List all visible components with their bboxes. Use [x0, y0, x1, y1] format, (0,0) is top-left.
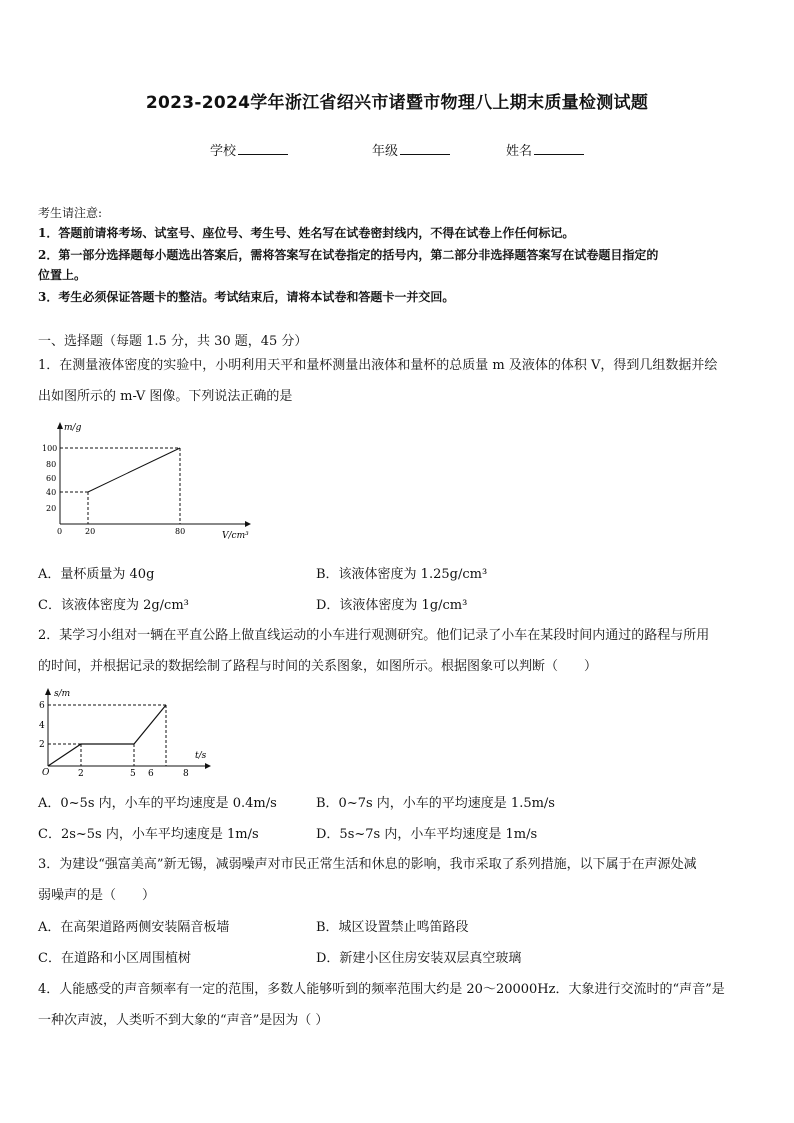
option-b[interactable]: B．城区设置禁止鸣笛路段 — [316, 920, 469, 935]
name-label: 姓名 — [506, 144, 533, 159]
y-tick-label: 2 — [39, 740, 45, 750]
x-tick-label: 80 — [175, 527, 186, 536]
x-tick-label: 20 — [85, 527, 96, 536]
grade-blank[interactable] — [400, 142, 450, 155]
y-tick-label: 20 — [46, 504, 57, 513]
page-title: 2023-2024学年浙江省绍兴市诸暨市物理八上期末质量检测试题 — [145, 93, 649, 113]
y-axis-arrow — [57, 422, 63, 429]
name-field[interactable] — [506, 140, 584, 159]
question-text: 2．某学习小组对一辆在平直公路上做直线运动的小车进行观测研究。他们记录了小车在某段时间内通过的路程与所用 — [38, 628, 710, 643]
option-a[interactable]: A．量杯质量为 40g — [38, 567, 155, 582]
option-b[interactable]: B．该液体密度为 1.25g/cm³ — [316, 567, 488, 582]
y-tick-label: 6 — [39, 701, 45, 711]
y-tick-label: 100 — [42, 444, 58, 453]
school-label: 学校 — [210, 144, 237, 159]
s-t-graph — [30, 686, 220, 778]
school-blank[interactable] — [238, 142, 288, 155]
x-tick-label: 0 — [57, 527, 63, 536]
data-line — [48, 705, 166, 766]
x-axis-arrow — [205, 763, 211, 769]
y-tick-label: 40 — [46, 488, 57, 497]
option-a[interactable]: A．在高架道路两侧安装隔音板墙 — [38, 920, 230, 935]
notice-item: 1．答题前请将考场、试室号、座位号、考生号、姓名写在试卷密封线内，不得在试卷上作任何标记。 — [38, 226, 575, 240]
question-text: 4．人能感受的声音频率有一定的范围，多数人能够听到的频率范围大约是 20～20000Hz．大象进行交流时的“声音”是 — [38, 982, 725, 997]
option-d[interactable]: D．5s~7s 内，小车平均速度是 1m/s — [316, 827, 538, 842]
grade-field[interactable] — [372, 140, 450, 159]
option-b[interactable]: B．0~7s 内，小车的平均速度是 1.5m/s — [316, 796, 555, 811]
y-tick-label: 4 — [39, 721, 45, 731]
x-tick-label: 2 — [78, 769, 84, 778]
question-text: 3．为建设“强富美高”新无锡，减弱噪声对市民正常生活和休息的影响，我市采取了系列措施，以下属于在声源处减 — [38, 857, 697, 872]
option-d[interactable]: D．新建小区住房安装双层真空玻璃 — [316, 951, 522, 966]
name-blank[interactable] — [534, 142, 584, 155]
y-axis-label: s/m — [54, 689, 71, 699]
y-axis-label: m/g — [64, 423, 82, 433]
origin-label: O — [42, 768, 50, 778]
option-c[interactable]: C．2s~5s 内，小车平均速度是 1m/s — [38, 827, 259, 842]
data-line — [88, 448, 180, 492]
question-text: 一种次声波，人类听不到大象的“声音”是因为（ ） — [38, 1013, 329, 1028]
notice-item: 3．考生必须保证答题卡的整洁。考试结束后，请将本试卷和答题卡一并交回。 — [38, 290, 455, 304]
section-heading: 一、选择题（每题 1.5 分，共 30 题，45 分） — [38, 334, 308, 349]
notice-item: 位置上。 — [38, 268, 87, 282]
x-axis-arrow — [245, 521, 251, 527]
y-tick-label: 80 — [46, 460, 57, 469]
question-text: 出如图所示的 m-V 图像。下列说法正确的是 — [38, 389, 293, 404]
option-c[interactable]: C．在道路和小区周围植树 — [38, 951, 191, 966]
grade-label: 年级 — [372, 144, 399, 159]
y-tick-label: 60 — [46, 474, 57, 483]
x-axis-label: V/cm³ — [222, 531, 249, 541]
question-text: 1．在测量液体密度的实验中，小明利用天平和量杯测量出液体和量杯的总质量 m 及液体的体积 V，得到几组数据并绘 — [38, 358, 718, 373]
m-v-graph — [30, 418, 260, 548]
question-text: 的时间，并根据记录的数据绘制了路程与时间的关系图象，如图所示。根据图象可以判断（ ） — [38, 659, 598, 674]
x-tick-label: 5 — [130, 769, 136, 778]
option-a[interactable]: A．0~5s 内，小车的平均速度是 0.4m/s — [38, 796, 277, 811]
notice-heading: 考生请注意: — [38, 206, 103, 220]
school-field[interactable] — [210, 140, 288, 159]
notice-item: 2．第一部分选择题每小题选出答案后，需将答案写在试卷指定的括号内，第二部分非选择题答案写在试卷题目指定的 — [38, 248, 659, 262]
x-tick-label: 8 — [183, 769, 189, 778]
question-text: 弱噪声的是（ ） — [38, 888, 156, 903]
x-axis-label: t/s — [195, 751, 207, 761]
y-axis-arrow — [45, 688, 51, 695]
option-d[interactable]: D．该液体密度为 1g/cm³ — [316, 598, 468, 613]
option-c[interactable]: C．该液体密度为 2g/cm³ — [38, 598, 189, 613]
x-tick-label: 6 — [148, 769, 154, 778]
